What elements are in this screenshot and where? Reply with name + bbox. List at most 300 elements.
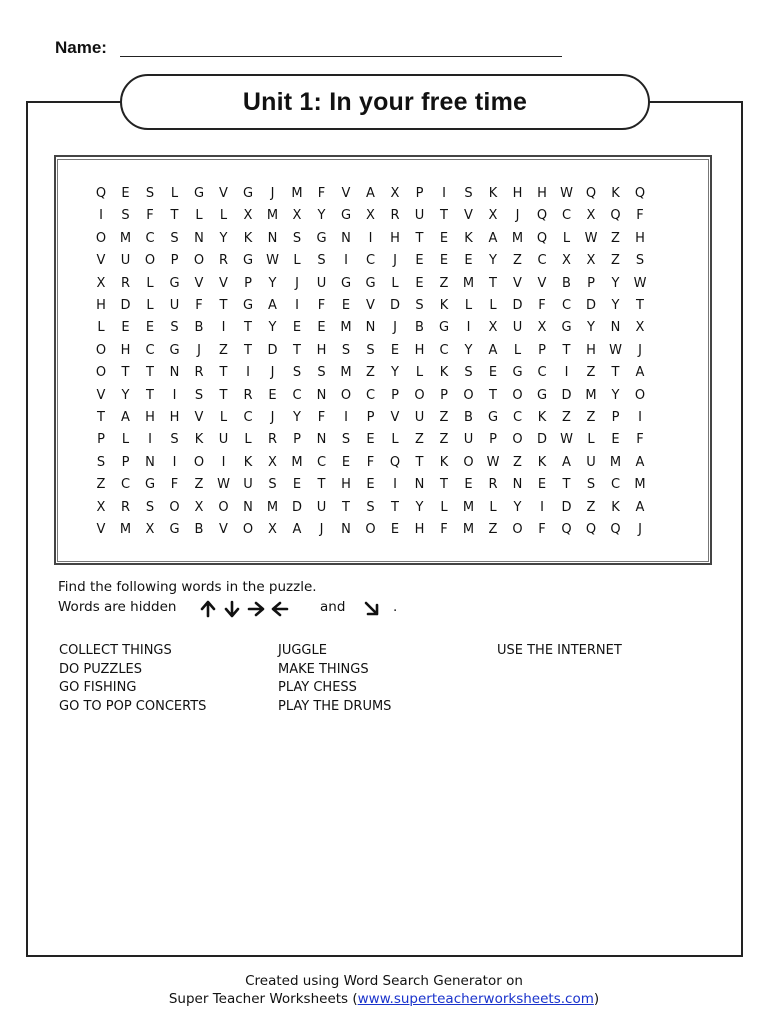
name-input-line[interactable] bbox=[120, 56, 562, 57]
grid-letter[interactable]: S bbox=[464, 186, 473, 201]
grid-letter[interactable]: G bbox=[169, 522, 180, 537]
grid-letter[interactable]: G bbox=[316, 230, 327, 246]
grid-letter[interactable]: M bbox=[340, 320, 352, 336]
grid-letter[interactable]: R bbox=[218, 253, 229, 269]
grid-letter[interactable]: T bbox=[489, 275, 497, 291]
grid-letter[interactable]: V bbox=[194, 275, 204, 291]
grid-letter[interactable]: X bbox=[96, 499, 106, 515]
grid-letter[interactable]: I bbox=[442, 186, 446, 201]
grid-letter[interactable]: L bbox=[146, 275, 154, 291]
grid-letter[interactable]: E bbox=[415, 275, 424, 291]
grid-letter[interactable]: M bbox=[462, 499, 475, 515]
grid-letter[interactable]: V bbox=[219, 522, 228, 537]
grid-letter[interactable]: W bbox=[609, 342, 622, 358]
grid-letter[interactable]: E bbox=[292, 320, 302, 336]
grid-letter[interactable]: K bbox=[439, 365, 449, 381]
grid-letter[interactable]: J bbox=[270, 365, 275, 381]
grid-letter[interactable]: U bbox=[586, 454, 596, 470]
grid-letter[interactable]: D bbox=[389, 298, 400, 313]
grid-letter[interactable]: K bbox=[243, 454, 253, 470]
grid-letter[interactable]: Q bbox=[585, 186, 597, 201]
grid-letter[interactable]: S bbox=[170, 230, 179, 246]
grid-letter[interactable]: F bbox=[636, 208, 644, 224]
grid-letter[interactable]: O bbox=[463, 454, 474, 470]
grid-letter[interactable]: L bbox=[562, 230, 571, 246]
grid-letter[interactable]: O bbox=[95, 342, 107, 358]
grid-letter[interactable]: Y bbox=[587, 320, 595, 336]
grid-letter[interactable]: S bbox=[170, 320, 179, 336]
grid-letter[interactable]: U bbox=[512, 320, 523, 336]
grid-letter[interactable]: M bbox=[511, 230, 524, 246]
grid-letter[interactable]: I bbox=[466, 320, 471, 336]
grid-letter[interactable]: U bbox=[414, 208, 425, 224]
grid-letter[interactable]: P bbox=[391, 387, 399, 403]
grid-letter[interactable]: H bbox=[635, 230, 645, 246]
grid-letter[interactable]: Q bbox=[610, 208, 621, 224]
grid-letter[interactable]: G bbox=[193, 186, 205, 201]
grid-letter[interactable]: A bbox=[635, 499, 645, 515]
grid-letter[interactable]: O bbox=[512, 387, 523, 403]
grid-letter[interactable]: W bbox=[486, 454, 500, 470]
grid-letter[interactable]: L bbox=[391, 432, 399, 448]
grid-letter[interactable]: X bbox=[366, 208, 375, 224]
grid-letter[interactable]: N bbox=[267, 230, 278, 246]
grid-letter[interactable]: O bbox=[634, 387, 646, 403]
grid-letter[interactable]: I bbox=[148, 432, 152, 448]
grid-letter[interactable]: D bbox=[291, 499, 302, 515]
grid-letter[interactable]: M bbox=[634, 477, 646, 493]
grid-letter[interactable]: H bbox=[414, 342, 425, 358]
grid-letter[interactable]: G bbox=[169, 342, 180, 358]
grid-letter[interactable]: W bbox=[560, 186, 573, 201]
grid-letter[interactable]: D bbox=[585, 298, 596, 313]
grid-letter[interactable]: I bbox=[368, 230, 373, 246]
grid-letter[interactable]: L bbox=[170, 186, 179, 201]
grid-letter[interactable]: I bbox=[638, 410, 642, 425]
grid-letter[interactable]: T bbox=[562, 477, 571, 493]
grid-letter[interactable]: T bbox=[391, 499, 399, 515]
grid-letter[interactable]: R bbox=[488, 477, 498, 493]
grid-letter[interactable]: G bbox=[340, 208, 352, 224]
grid-letter[interactable]: O bbox=[242, 522, 254, 537]
grid-letter[interactable]: F bbox=[366, 454, 375, 470]
grid-letter[interactable]: L bbox=[219, 410, 228, 425]
grid-letter[interactable]: V bbox=[96, 522, 106, 537]
grid-letter[interactable]: G bbox=[340, 275, 352, 291]
grid-letter[interactable]: C bbox=[365, 387, 376, 403]
grid-letter[interactable]: G bbox=[144, 477, 156, 493]
grid-letter[interactable]: S bbox=[145, 186, 155, 201]
grid-letter[interactable]: V bbox=[219, 186, 228, 201]
grid-letter[interactable]: O bbox=[193, 253, 205, 269]
grid-letter[interactable]: L bbox=[587, 432, 595, 448]
grid-letter[interactable]: L bbox=[415, 365, 424, 381]
grid-letter[interactable]: F bbox=[440, 522, 448, 537]
grid-letter[interactable]: O bbox=[95, 365, 107, 381]
grid-letter[interactable]: Q bbox=[95, 186, 107, 201]
grid-letter[interactable]: V bbox=[366, 298, 375, 313]
grid-letter[interactable]: O bbox=[95, 230, 107, 246]
grid-letter[interactable]: I bbox=[344, 410, 348, 425]
grid-letter[interactable]: F bbox=[538, 522, 546, 537]
grid-letter[interactable]: Q bbox=[389, 454, 401, 470]
grid-letter[interactable]: A bbox=[488, 342, 498, 358]
grid-letter[interactable]: T bbox=[317, 477, 326, 493]
grid-letter[interactable]: X bbox=[488, 320, 498, 336]
grid-letter[interactable]: H bbox=[120, 342, 131, 358]
grid-letter[interactable]: G bbox=[536, 387, 548, 403]
grid-letter[interactable]: U bbox=[316, 499, 327, 515]
grid-letter[interactable]: X bbox=[96, 275, 106, 291]
grid-letter[interactable]: Z bbox=[586, 410, 596, 425]
grid-letter[interactable]: S bbox=[96, 454, 106, 470]
grid-letter[interactable]: E bbox=[611, 432, 620, 448]
grid-letter[interactable]: S bbox=[194, 387, 204, 403]
grid-letter[interactable]: S bbox=[415, 298, 424, 313]
grid-letter[interactable]: I bbox=[540, 499, 544, 515]
grid-letter[interactable]: O bbox=[463, 387, 474, 403]
grid-letter[interactable]: X bbox=[562, 253, 571, 269]
grid-letter[interactable]: H bbox=[586, 342, 596, 358]
grid-letter[interactable]: D bbox=[267, 342, 278, 358]
grid-letter[interactable]: U bbox=[414, 410, 425, 425]
grid-letter[interactable]: J bbox=[319, 522, 324, 537]
grid-letter[interactable]: Q bbox=[585, 522, 597, 537]
grid-letter[interactable]: Z bbox=[611, 230, 620, 246]
grid-letter[interactable]: U bbox=[243, 477, 253, 493]
grid-letter[interactable]: A bbox=[366, 186, 375, 201]
grid-letter[interactable]: F bbox=[636, 432, 644, 448]
grid-letter[interactable]: W bbox=[266, 253, 279, 269]
grid-letter[interactable]: A bbox=[562, 454, 571, 470]
grid-letter[interactable]: L bbox=[219, 208, 228, 224]
grid-letter[interactable]: E bbox=[390, 522, 400, 537]
grid-letter[interactable]: F bbox=[146, 208, 154, 224]
grid-letter[interactable]: K bbox=[488, 186, 498, 201]
grid-letter[interactable]: V bbox=[537, 275, 547, 291]
grid-letter[interactable]: P bbox=[244, 275, 252, 291]
grid-letter[interactable]: M bbox=[119, 522, 132, 537]
grid-letter[interactable]: P bbox=[170, 253, 179, 269]
grid-letter[interactable]: Z bbox=[219, 342, 228, 358]
grid-letter[interactable]: Y bbox=[464, 342, 473, 358]
grid-letter[interactable]: B bbox=[415, 320, 424, 336]
grid-letter[interactable]: M bbox=[266, 499, 279, 515]
grid-letter[interactable]: E bbox=[366, 432, 375, 448]
grid-letter[interactable]: N bbox=[610, 320, 621, 336]
grid-letter[interactable]: I bbox=[246, 365, 250, 381]
grid-letter[interactable]: P bbox=[611, 410, 620, 425]
grid-letter[interactable]: H bbox=[96, 298, 106, 313]
grid-letter[interactable]: X bbox=[268, 454, 277, 470]
grid-letter[interactable]: N bbox=[414, 477, 425, 493]
grid-letter[interactable]: G bbox=[487, 410, 499, 425]
grid-letter[interactable]: G bbox=[242, 186, 254, 201]
grid-letter[interactable]: F bbox=[317, 186, 326, 201]
grid-letter[interactable]: L bbox=[195, 208, 203, 224]
grid-letter[interactable]: H bbox=[512, 186, 523, 201]
grid-letter[interactable]: X bbox=[488, 208, 498, 224]
grid-letter[interactable]: P bbox=[293, 432, 301, 448]
grid-letter[interactable]: E bbox=[415, 253, 424, 269]
grid-letter[interactable]: T bbox=[146, 387, 154, 403]
grid-letter[interactable]: T bbox=[293, 342, 301, 358]
grid-letter[interactable]: E bbox=[390, 342, 400, 358]
grid-letter[interactable]: O bbox=[193, 454, 205, 470]
grid-letter[interactable]: I bbox=[393, 477, 397, 493]
grid-letter[interactable]: U bbox=[316, 275, 327, 291]
grid-letter[interactable]: S bbox=[292, 230, 302, 246]
grid-letter[interactable]: T bbox=[562, 342, 571, 358]
grid-letter[interactable]: E bbox=[439, 230, 449, 246]
grid-letter[interactable]: D bbox=[536, 432, 547, 448]
grid-letter[interactable]: Y bbox=[268, 275, 277, 291]
grid-letter[interactable]: E bbox=[488, 365, 498, 381]
grid-letter[interactable]: D bbox=[561, 387, 572, 403]
grid-letter[interactable]: D bbox=[512, 298, 523, 313]
grid-letter[interactable]: R bbox=[120, 275, 131, 291]
grid-letter[interactable]: O bbox=[218, 499, 229, 515]
grid-letter[interactable]: Z bbox=[611, 253, 620, 269]
grid-letter[interactable]: M bbox=[291, 454, 303, 470]
grid-letter[interactable]: P bbox=[440, 387, 448, 403]
grid-letter[interactable]: J bbox=[295, 275, 299, 291]
grid-letter[interactable]: Q bbox=[610, 522, 621, 537]
grid-letter[interactable]: X bbox=[537, 320, 547, 336]
grid-letter[interactable]: G bbox=[512, 365, 523, 381]
grid-letter[interactable]: P bbox=[121, 454, 130, 470]
grid-letter[interactable]: S bbox=[268, 477, 277, 493]
grid-letter[interactable]: T bbox=[244, 342, 252, 358]
grid-letter[interactable]: X bbox=[243, 208, 253, 224]
grid-letter[interactable]: T bbox=[219, 365, 228, 381]
grid-letter[interactable]: S bbox=[341, 342, 351, 358]
grid-letter[interactable]: K bbox=[464, 230, 473, 246]
grid-letter[interactable]: Y bbox=[219, 230, 228, 246]
grid-letter[interactable]: X bbox=[586, 208, 596, 224]
grid-letter[interactable]: H bbox=[414, 522, 425, 537]
grid-letter[interactable]: Z bbox=[586, 499, 596, 515]
grid-letter[interactable]: S bbox=[317, 365, 326, 381]
grid-letter[interactable]: C bbox=[145, 230, 155, 246]
grid-letter[interactable]: B bbox=[194, 320, 204, 336]
grid-letter[interactable]: Y bbox=[611, 387, 620, 403]
grid-letter[interactable]: N bbox=[365, 320, 376, 336]
grid-letter[interactable]: Z bbox=[96, 477, 106, 493]
grid-letter[interactable]: U bbox=[218, 432, 229, 448]
grid-letter[interactable]: C bbox=[243, 410, 253, 425]
grid-letter[interactable]: U bbox=[169, 298, 180, 313]
grid-letter[interactable]: G bbox=[242, 253, 254, 269]
grid-letter[interactable]: X bbox=[194, 499, 204, 515]
grid-letter[interactable]: O bbox=[144, 253, 156, 269]
grid-letter[interactable]: Z bbox=[439, 410, 449, 425]
grid-letter[interactable]: T bbox=[415, 454, 424, 470]
grid-letter[interactable]: C bbox=[561, 208, 572, 224]
grid-letter[interactable]: Z bbox=[439, 432, 449, 448]
grid-letter[interactable]: L bbox=[440, 499, 448, 515]
grid-letter[interactable]: Q bbox=[561, 522, 572, 537]
grid-letter[interactable]: W bbox=[560, 432, 573, 448]
grid-letter[interactable]: E bbox=[464, 477, 473, 493]
grid-letter[interactable]: S bbox=[341, 432, 351, 448]
grid-letter[interactable]: X bbox=[268, 522, 277, 537]
grid-letter[interactable]: Q bbox=[536, 208, 548, 224]
grid-letter[interactable]: W bbox=[217, 477, 230, 493]
grid-letter[interactable]: B bbox=[562, 275, 571, 291]
grid-letter[interactable]: L bbox=[391, 275, 399, 291]
grid-letter[interactable]: K bbox=[611, 186, 620, 201]
grid-letter[interactable]: J bbox=[638, 522, 642, 537]
grid-letter[interactable]: T bbox=[219, 387, 228, 403]
grid-letter[interactable]: O bbox=[414, 387, 425, 403]
grid-letter[interactable]: M bbox=[266, 208, 279, 224]
grid-letter[interactable]: Y bbox=[317, 208, 326, 224]
grid-letter[interactable]: B bbox=[194, 522, 204, 537]
grid-letter[interactable]: G bbox=[169, 275, 180, 291]
grid-letter[interactable]: M bbox=[291, 186, 303, 201]
grid-letter[interactable]: C bbox=[610, 477, 621, 493]
grid-letter[interactable]: R bbox=[390, 208, 400, 224]
grid-letter[interactable]: L bbox=[489, 298, 497, 313]
grid-letter[interactable]: O bbox=[512, 432, 523, 448]
grid-letter[interactable]: V bbox=[194, 410, 204, 425]
grid-letter[interactable]: N bbox=[194, 230, 204, 246]
grid-letter[interactable]: H bbox=[169, 410, 180, 425]
grid-letter[interactable]: V bbox=[341, 186, 351, 201]
grid-letter[interactable]: F bbox=[317, 298, 326, 313]
grid-letter[interactable]: Q bbox=[536, 230, 548, 246]
grid-letter[interactable]: L bbox=[464, 298, 473, 313]
grid-letter[interactable]: K bbox=[243, 230, 253, 246]
grid-letter[interactable]: I bbox=[99, 208, 103, 224]
grid-letter[interactable]: D bbox=[120, 298, 131, 313]
grid-letter[interactable]: Y bbox=[121, 387, 130, 403]
grid-letter[interactable]: F bbox=[170, 477, 179, 493]
grid-letter[interactable]: S bbox=[635, 253, 645, 269]
grid-letter[interactable]: S bbox=[170, 432, 179, 448]
grid-letter[interactable]: H bbox=[390, 230, 400, 246]
grid-letter[interactable]: Z bbox=[586, 365, 596, 381]
grid-letter[interactable]: W bbox=[633, 275, 647, 291]
grid-letter[interactable]: N bbox=[512, 477, 523, 493]
grid-letter[interactable]: K bbox=[439, 454, 449, 470]
grid-letter[interactable]: N bbox=[316, 387, 327, 403]
grid-letter[interactable]: I bbox=[564, 365, 569, 381]
grid-letter[interactable]: E bbox=[439, 253, 449, 269]
grid-letter[interactable]: X bbox=[292, 208, 302, 224]
grid-letter[interactable]: B bbox=[464, 410, 473, 425]
grid-letter[interactable]: C bbox=[292, 387, 302, 403]
grid-letter[interactable]: Y bbox=[611, 275, 620, 291]
grid-letter[interactable]: J bbox=[270, 186, 275, 201]
grid-letter[interactable]: C bbox=[537, 253, 547, 269]
grid-letter[interactable]: Z bbox=[415, 432, 424, 448]
grid-letter[interactable]: M bbox=[462, 522, 475, 537]
grid-letter[interactable]: P bbox=[587, 275, 595, 291]
grid-letter[interactable]: J bbox=[270, 410, 275, 425]
grid-letter[interactable]: F bbox=[538, 298, 546, 313]
grid-letter[interactable]: G bbox=[561, 320, 572, 336]
grid-letter[interactable]: L bbox=[513, 342, 522, 358]
grid-letter[interactable]: P bbox=[489, 432, 497, 448]
grid-letter[interactable]: Y bbox=[293, 410, 301, 425]
grid-letter[interactable]: C bbox=[316, 454, 327, 470]
grid-letter[interactable]: U bbox=[120, 253, 131, 269]
grid-letter[interactable]: E bbox=[145, 320, 155, 336]
grid-letter[interactable]: V bbox=[464, 208, 473, 224]
grid-letter[interactable]: Z bbox=[439, 275, 449, 291]
grid-letter[interactable]: Y bbox=[268, 320, 277, 336]
grid-letter[interactable]: C bbox=[145, 342, 155, 358]
grid-letter[interactable]: R bbox=[267, 432, 278, 448]
grid-letter[interactable]: L bbox=[244, 432, 252, 448]
grid-letter[interactable]: T bbox=[219, 298, 228, 313]
grid-letter[interactable]: V bbox=[219, 275, 228, 291]
grid-letter[interactable]: N bbox=[169, 365, 180, 381]
grid-letter[interactable]: I bbox=[295, 298, 299, 313]
grid-letter[interactable]: N bbox=[341, 522, 351, 537]
grid-letter[interactable]: S bbox=[292, 365, 302, 381]
grid-letter[interactable]: P bbox=[97, 432, 105, 448]
grid-letter[interactable]: P bbox=[366, 410, 375, 425]
grid-letter[interactable]: D bbox=[561, 499, 572, 515]
footer-link[interactable]: www.superteacherworksheets.com bbox=[357, 991, 594, 1007]
grid-letter[interactable]: T bbox=[170, 208, 179, 224]
grid-letter[interactable]: Y bbox=[391, 365, 399, 381]
grid-letter[interactable]: M bbox=[585, 387, 597, 403]
grid-letter[interactable]: N bbox=[341, 230, 351, 246]
grid-letter[interactable]: T bbox=[440, 208, 448, 224]
grid-letter[interactable]: J bbox=[638, 342, 642, 358]
grid-letter[interactable]: X bbox=[145, 522, 155, 537]
grid-letter[interactable]: X bbox=[635, 320, 645, 336]
grid-letter[interactable]: C bbox=[561, 298, 572, 313]
grid-letter[interactable]: N bbox=[316, 432, 327, 448]
grid-letter[interactable]: T bbox=[146, 365, 154, 381]
grid-letter[interactable]: N bbox=[145, 454, 155, 470]
grid-letter[interactable]: R bbox=[120, 499, 131, 515]
grid-letter[interactable]: X bbox=[390, 186, 400, 201]
grid-letter[interactable]: C bbox=[537, 365, 547, 381]
grid-letter[interactable]: O bbox=[512, 522, 523, 537]
grid-letter[interactable]: C bbox=[120, 477, 131, 493]
grid-letter[interactable]: Z bbox=[488, 522, 498, 537]
grid-letter[interactable]: I bbox=[344, 253, 348, 269]
grid-letter[interactable]: O bbox=[169, 499, 180, 515]
grid-letter[interactable]: E bbox=[121, 186, 130, 201]
grid-letter[interactable]: Y bbox=[513, 499, 522, 515]
grid-letter[interactable]: A bbox=[268, 298, 277, 313]
grid-letter[interactable]: Z bbox=[562, 410, 571, 425]
grid-letter[interactable]: S bbox=[586, 477, 596, 493]
grid-letter[interactable]: C bbox=[512, 410, 523, 425]
grid-letter[interactable]: J bbox=[515, 208, 520, 224]
grid-letter[interactable]: G bbox=[242, 298, 254, 313]
grid-letter[interactable]: P bbox=[415, 186, 424, 201]
grid-letter[interactable]: I bbox=[221, 320, 226, 336]
grid-letter[interactable]: H bbox=[316, 342, 327, 358]
grid-letter[interactable]: O bbox=[340, 387, 352, 403]
grid-letter[interactable]: L bbox=[293, 253, 301, 269]
grid-letter[interactable]: A bbox=[488, 230, 498, 246]
grid-letter[interactable]: G bbox=[365, 275, 376, 291]
grid-letter[interactable]: T bbox=[611, 365, 620, 381]
grid-letter[interactable]: T bbox=[342, 499, 350, 515]
grid-letter[interactable]: L bbox=[146, 298, 154, 313]
grid-letter[interactable]: S bbox=[145, 499, 155, 515]
grid-letter[interactable]: Y bbox=[489, 253, 497, 269]
